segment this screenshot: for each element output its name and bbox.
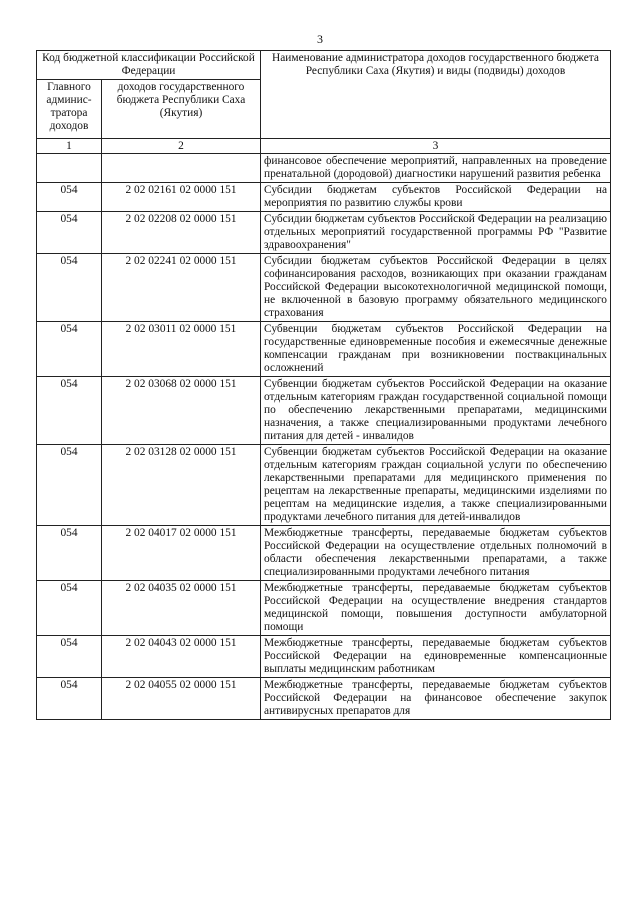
revenue-code-cell: 2 02 03011 02 0000 151 (102, 322, 261, 377)
revenue-code-cell: 2 02 04035 02 0000 151 (102, 581, 261, 636)
table-row (37, 526, 611, 581)
table-row (37, 445, 611, 526)
column-number-2: 2 (102, 139, 261, 154)
revenue-name-cell: Межбюджетные трансферты, передаваемые бюджетам субъектов Российской Федерации на осуществление внедрения стандартов медицинской помощи, повышения доступности амбулаторной помощи (261, 581, 611, 636)
table-row (37, 377, 611, 445)
revenue-code-cell (102, 154, 261, 183)
revenue-name-cell: Субсидии бюджетам субъектов Российской Федерации на реализацию отдельных мероприятий государственной программы РФ "Развитие здравоохранения" (261, 212, 611, 254)
revenue-name-cell: финансовое обеспечение мероприятий, направленных на проведение пренатальной (дородовой) диагностики нарушений развития ребенка (261, 154, 611, 183)
header-col3: Наименование администратора доходов государственного бюджета Республики Саха (Якутия) и виды (подвиды) доходов (261, 51, 611, 139)
revenue-code-cell: 2 02 02241 02 0000 151 (102, 254, 261, 322)
admin-code-cell: 054 (37, 678, 102, 720)
revenue-name-cell: Субвенции бюджетам субъектов Российской Федерации на государственные единовременные пособия и ежемесячные денежные компенсации гражданам при возникновении поствакцинальных осложнений (261, 322, 611, 377)
revenue-name-cell: Субсидии бюджетам субъектов Российской Федерации в целях софинансирования расходов, возникающих при оказании гражданам Российской Федерации высокотехнологичной медицинской помощи, не включенной в базовую программу обязательного медицинского страхования (261, 254, 611, 322)
revenue-name-cell: Межбюджетные трансферты, передаваемые бюджетам субъектов Российской Федерации на единовременные компенсационные выплаты медицинским работникам (261, 636, 611, 678)
admin-code-cell: 054 (37, 254, 102, 322)
column-number-1: 1 (37, 139, 102, 154)
admin-code-cell: 054 (37, 212, 102, 254)
admin-code-cell: 054 (37, 183, 102, 212)
revenue-name-cell: Субвенции бюджетам субъектов Российской Федерации на оказание отдельным категориям граждан государственной социальной помощи по обеспечению лекарственными препаратами, медицинскими назначения, а также специализированными продуктами лечебного питания для детей - инвалидов (261, 377, 611, 445)
revenue-code-cell: 2 02 04017 02 0000 151 (102, 526, 261, 581)
page-number: 3 (317, 32, 323, 46)
admin-code-cell (37, 154, 102, 183)
admin-code-cell: 054 (37, 445, 102, 526)
table-body (37, 154, 611, 720)
revenue-code-cell: 2 02 02161 02 0000 151 (102, 183, 261, 212)
table-row (37, 154, 611, 183)
revenue-code-cell: 2 02 03068 02 0000 151 (102, 377, 261, 445)
admin-code-cell: 054 (37, 636, 102, 678)
admin-code-cell: 054 (37, 526, 102, 581)
table-row (37, 636, 611, 678)
revenue-code-cell: 2 02 04055 02 0000 151 (102, 678, 261, 720)
column-number-3: 3 (261, 139, 611, 154)
revenue-table (36, 50, 611, 720)
header-group: Код бюджетной классификации Российской Федерации (37, 51, 261, 80)
admin-code-cell: 054 (37, 581, 102, 636)
table-row (37, 581, 611, 636)
table-row (37, 212, 611, 254)
table-row (37, 322, 611, 377)
revenue-code-cell: 2 02 03128 02 0000 151 (102, 445, 261, 526)
revenue-name-cell: Субсидии бюджетам субъектов Российской Федерации на мероприятия по развитию службы крови (261, 183, 611, 212)
revenue-name-cell: Межбюджетные трансферты, передаваемые бюджетам субъектов Российской Федерации на осуществление отдельных полномочий в области обеспечения лекарственными препаратами, а также специализированными продуктами лечебного питания (261, 526, 611, 581)
revenue-name-cell: Субвенции бюджетам субъектов Российской Федерации на оказание отдельным категориям граждан социальной услуги по обеспечению лекарственными препаратами для медицинского применения по рецептам на лекарственные препараты, медицинскими изделиями по рецептам на медицинские изделия, а также специализированными продуктами лечебного питания для детей-инвалидов (261, 445, 611, 526)
table-row (37, 254, 611, 322)
revenue-code-cell: 2 02 02208 02 0000 151 (102, 212, 261, 254)
header-col2: доходов государственного бюджета Республики Саха (Якутия) (102, 80, 261, 139)
column-numbers-row (37, 139, 611, 154)
table-row (37, 678, 611, 720)
header-col1: Главного админис-тратора доходов (37, 80, 102, 139)
revenue-name-cell: Межбюджетные трансферты, передаваемые бюджетам субъектов Российской Федерации на финансовое обеспечение закупок антивирусных препаратов для (261, 678, 611, 720)
admin-code-cell: 054 (37, 377, 102, 445)
revenue-code-cell: 2 02 04043 02 0000 151 (102, 636, 261, 678)
header-row-1 (37, 51, 611, 80)
table-row (37, 183, 611, 212)
admin-code-cell: 054 (37, 322, 102, 377)
